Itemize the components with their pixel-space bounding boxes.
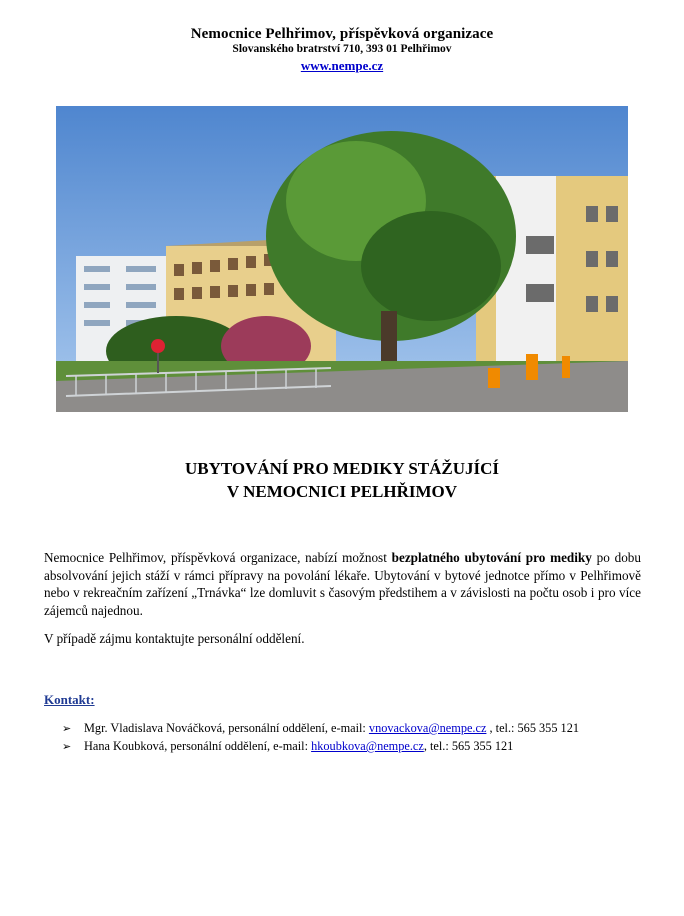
contact-name: Mgr. Vladislava Nováčková, personální oddělení, e-mail: [84, 721, 369, 735]
contact-list [62, 720, 579, 756]
offer-text-rest: po dobu absolvování jejich stáží v rámci přípravy na povolání lékaře. Ubytování v bytové jednotce přímo v Pelhřimově nebo v rekreačním zařízení „Trnávka“ lze domluvit s časovým předstihem a v závislosti na počtu osob i pro více zájemců najednou. [44, 550, 641, 618]
offer-text-highlight: bezplatného ubytování pro mediky [391, 550, 592, 565]
contact-label: Kontakt: [44, 692, 95, 707]
contact-item [62, 738, 579, 756]
contact-email-link[interactable]: hkoubkova@nempe.cz [311, 739, 424, 753]
hospital-address: Slovanského bratrství 710, 393 01 Pelhřimov [232, 43, 452, 55]
contact-instruction: V případě zájmu kontaktujte personální oddělení. [44, 631, 305, 646]
contact-phone: , tel.: 565 355 121 [486, 721, 580, 735]
contact-phone: , tel.: 565 355 121 [423, 739, 514, 753]
arrow-bullet-icon: ➢ [62, 741, 72, 753]
hospital-name: Nemocnice Pelhřimov, příspěvková organizace [190, 26, 494, 42]
website-link[interactable]: www.nempe.cz [300, 58, 384, 73]
contact-item [62, 720, 579, 738]
hospital-building-illustration [56, 106, 628, 412]
page-heading-line-2: V NEMOCNICI PELHŘIMOV [226, 482, 458, 501]
hospital-photo [56, 106, 628, 412]
page-heading-line-1: UBYTOVÁNÍ PRO MEDIKY STÁŽUJÍCÍ [184, 459, 500, 478]
offer-text-intro: Nemocnice Pelhřimov, příspěvková organizace, nabízí možnost [44, 550, 392, 565]
arrow-bullet-icon: ➢ [62, 723, 72, 735]
contact-email-link[interactable]: vnovackova@nempe.cz [368, 721, 487, 735]
contact-name: Hana Koubková, personální oddělení, e-mail: [84, 739, 312, 753]
offer-paragraph [44, 549, 641, 619]
